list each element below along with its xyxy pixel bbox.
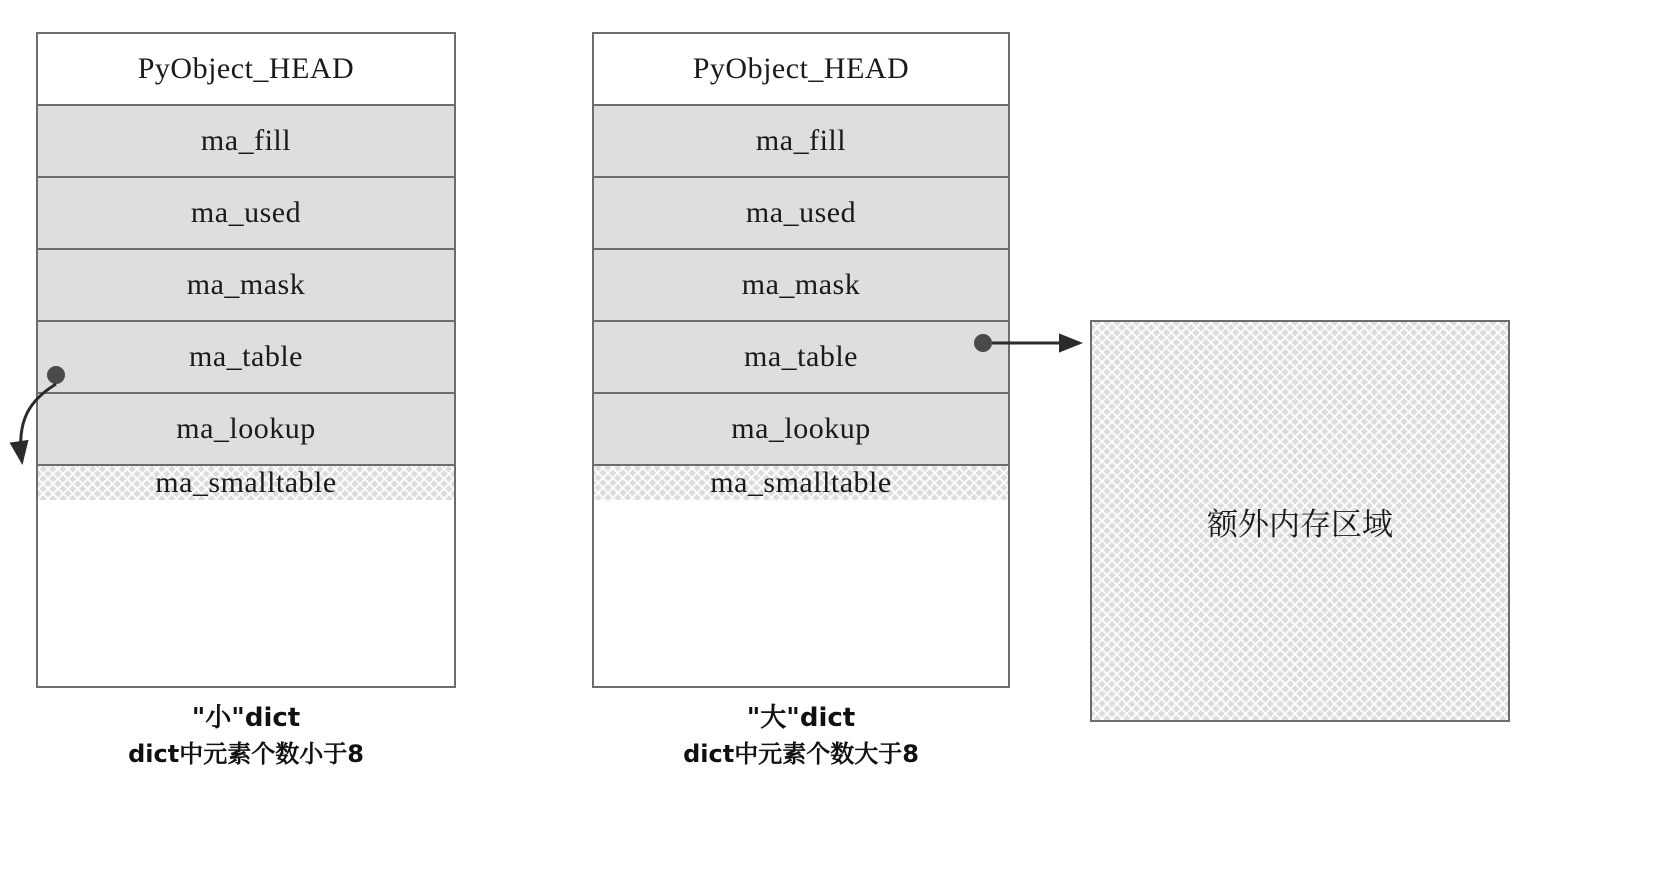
struct-row-ma-table: ma_table — [38, 322, 454, 394]
extra-memory-label: 额外内存区域 — [1207, 506, 1393, 543]
struct-row-ma-smalltable: ma_smalltable — [594, 466, 1008, 500]
struct-row-ma-used: ma_used — [594, 178, 1008, 250]
struct-row-ma-lookup: ma_lookup — [594, 394, 1008, 466]
struct-row-ma-lookup: ma_lookup — [38, 394, 454, 466]
large-dict-caption-line1: "大"dict — [746, 703, 856, 733]
struct-row-pyobject-head: PyObject_HEAD — [594, 34, 1008, 106]
large-dict-caption-line2: dict中元素个数大于8 — [683, 739, 919, 768]
extra-memory-block — [1090, 320, 1510, 722]
large-dict-struct — [592, 32, 1010, 688]
small-dict-caption-line1: "小"dict — [191, 703, 301, 733]
large-dict-caption — [592, 700, 1010, 771]
struct-row-ma-used: ma_used — [38, 178, 454, 250]
small-dict-caption — [36, 700, 456, 771]
small-dict-struct — [36, 32, 456, 688]
struct-row-ma-mask: ma_mask — [594, 250, 1008, 322]
struct-row-ma-fill: ma_fill — [594, 106, 1008, 178]
small-dict-caption-line2: dict中元素个数小于8 — [128, 739, 364, 768]
struct-row-ma-table: ma_table — [594, 322, 1008, 394]
struct-row-ma-smalltable: ma_smalltable — [38, 466, 454, 500]
struct-row-ma-fill: ma_fill — [38, 106, 454, 178]
struct-row-ma-mask: ma_mask — [38, 250, 454, 322]
struct-row-pyobject-head: PyObject_HEAD — [38, 34, 454, 106]
